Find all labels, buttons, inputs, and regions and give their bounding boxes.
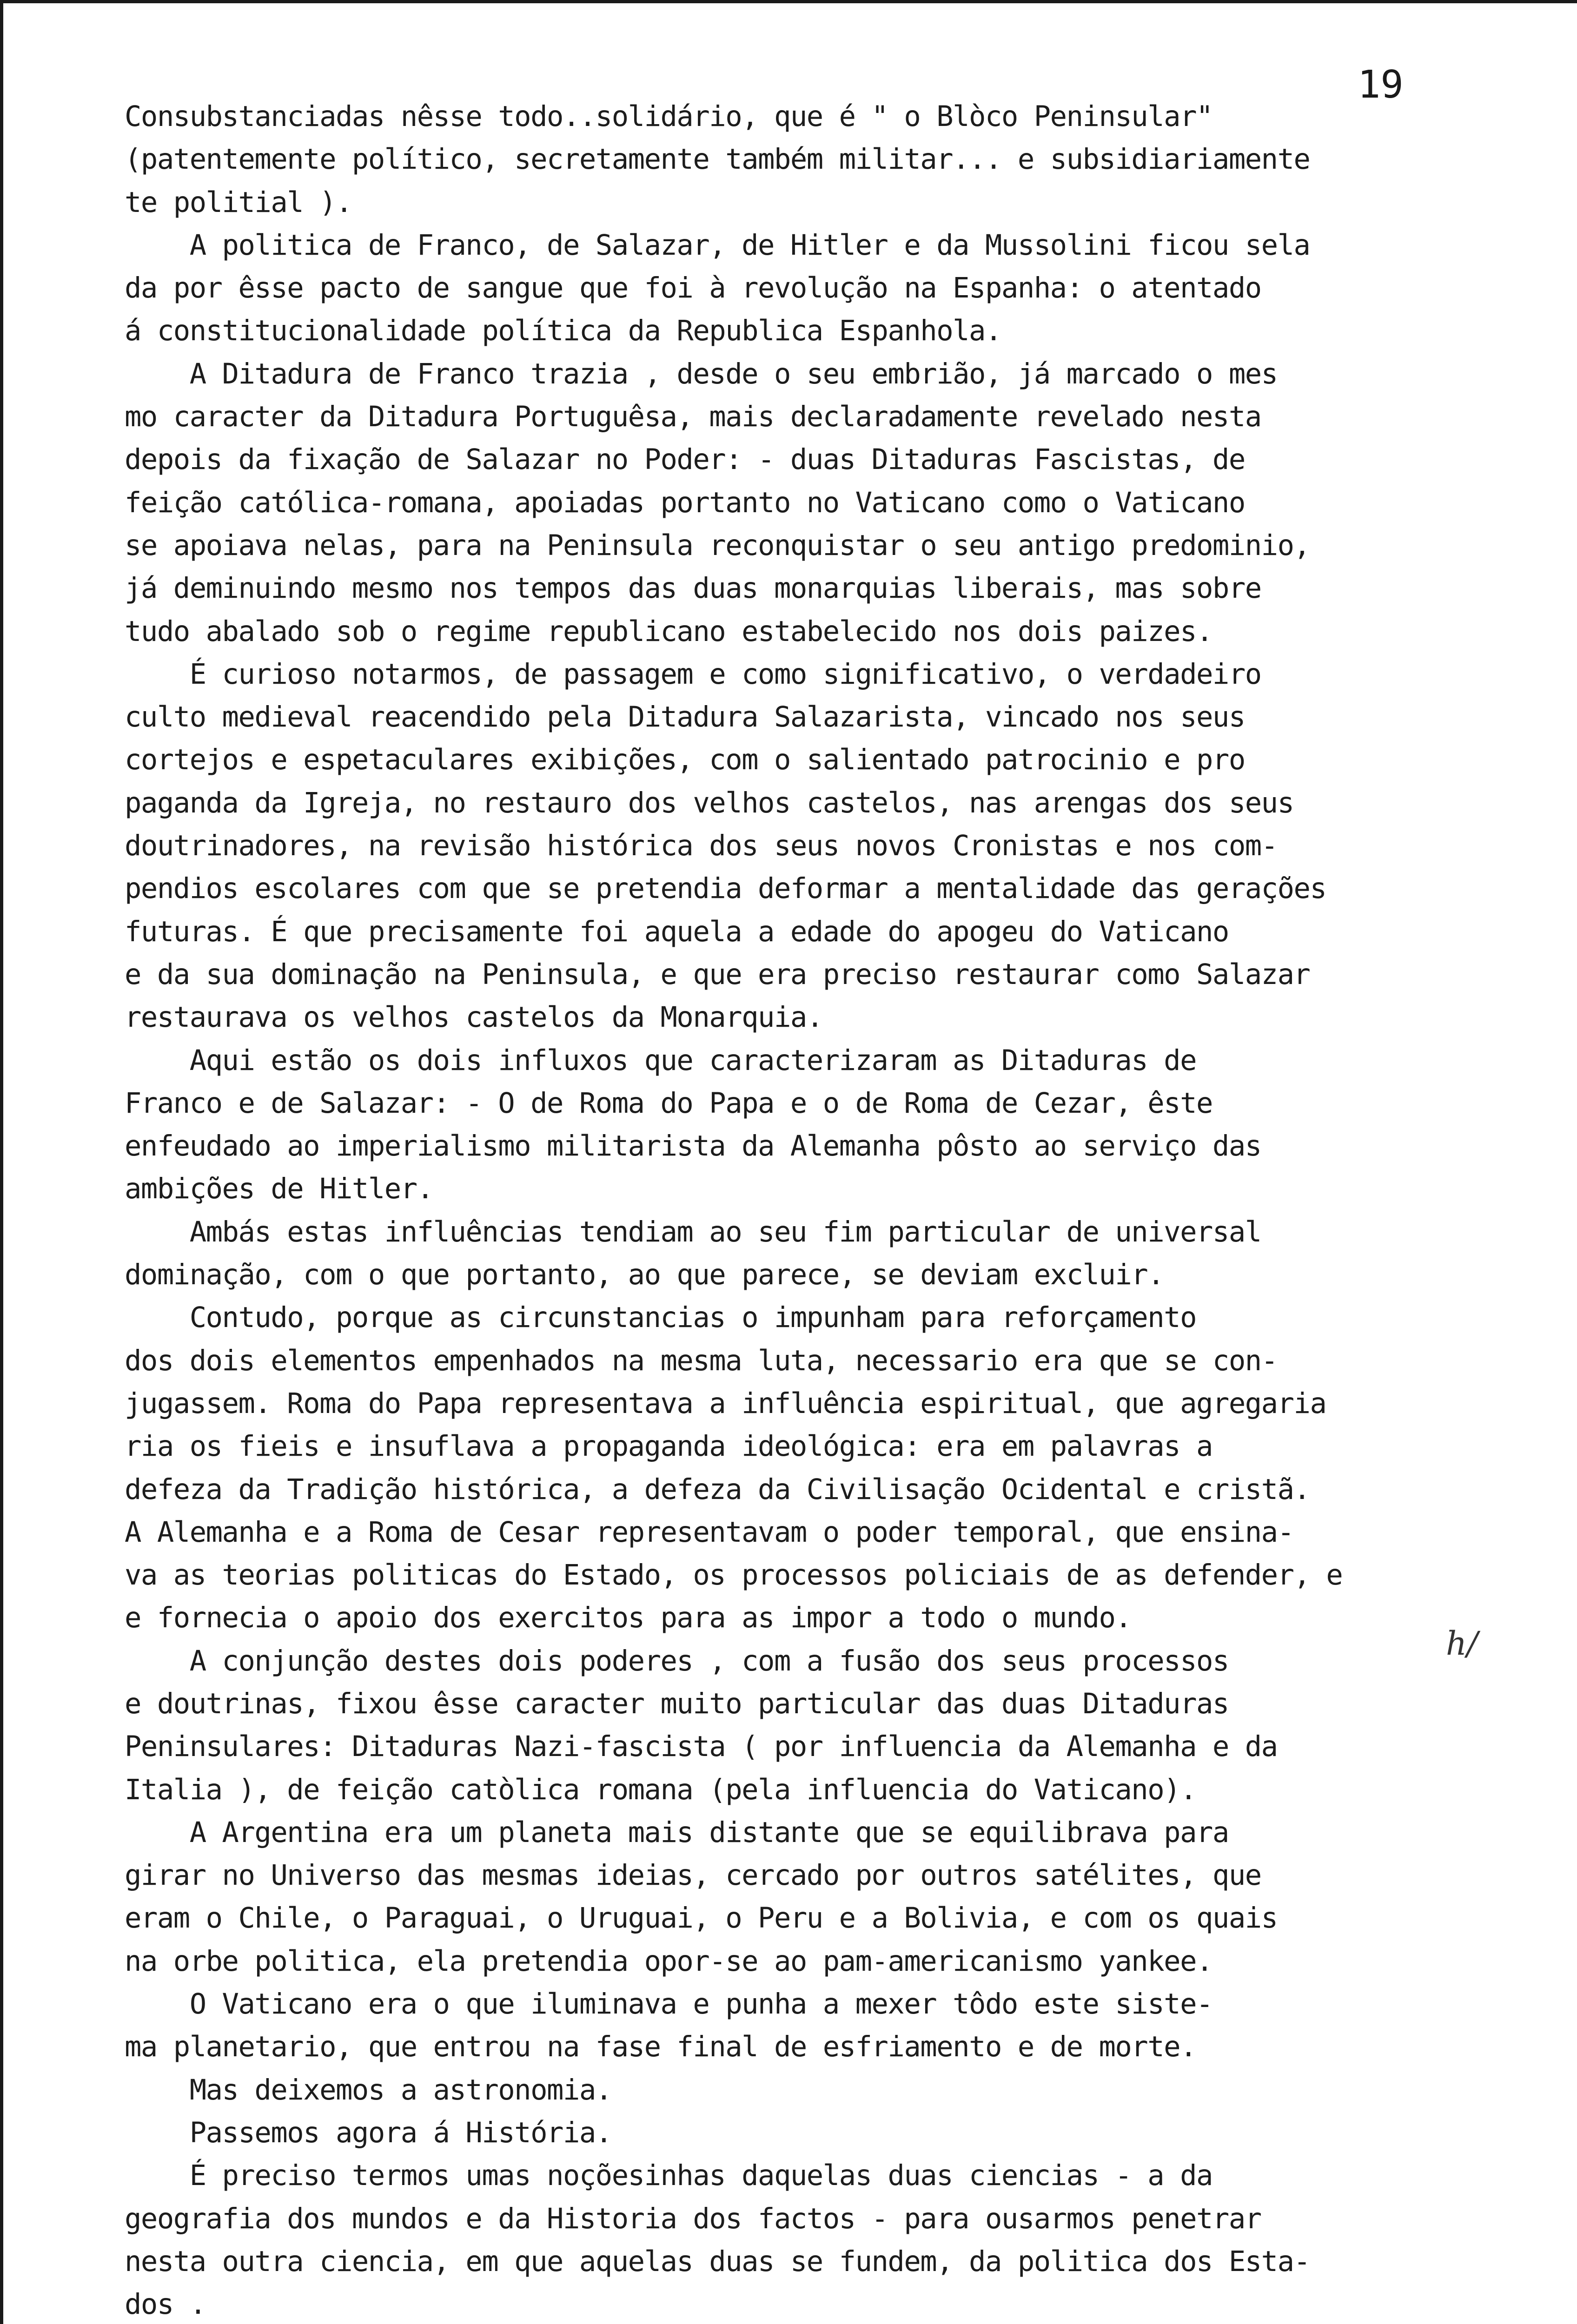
text-line: É preciso termos umas noçõesinhas daquelas duas ciencias - a da	[125, 2159, 1213, 2192]
text-line: na orbe politica, ela pretendia opor-se ao pam-americanismo yankee.	[125, 1945, 1213, 1978]
text-line: á constitucionalidade política da Republica Espanhola.	[125, 315, 1001, 348]
text-line: restaurava os velhos castelos da Monarquia.	[125, 1001, 823, 1034]
text-line: futuras. É que precisamente foi aquela a edade do apogeu do Vaticano	[125, 915, 1229, 948]
text-line: Consubstanciadas nêsse todo..solidário, que é " o Blòco Peninsular"	[125, 100, 1213, 133]
text-line: (patentemente político, secretamente também militar... e subsidiariamente	[125, 143, 1310, 176]
text-line: tudo abalado sob o regime republicano estabelecido nos dois paizes.	[125, 615, 1213, 648]
text-line: ma planetario, que entrou na fase final de esfriamento e de morte.	[125, 2031, 1196, 2064]
scan-border-left	[0, 0, 3, 2324]
text-line: Peninsulares: Ditaduras Nazi-fascista ( por influencia da Alemanha e da	[125, 1730, 1278, 1763]
text-line: defeza da Tradição histórica, a defeza da Civilisação Ocidental e cristã.	[125, 1473, 1310, 1506]
scan-border-top	[0, 0, 1577, 3]
text-line: da por êsse pacto de sangue que foi à revolução na Espanha: o atentado	[125, 272, 1261, 305]
text-line: jugassem. Roma do Papa representava a influência espiritual, que agregaria	[125, 1387, 1326, 1420]
text-line: Italia ), de feição catòlica romana (pela influencia do Vaticano).	[125, 1773, 1196, 1806]
text-line: se apoiava nelas, para na Peninsula reconquistar o seu antigo predominio,	[125, 529, 1310, 562]
text-line: pendios escolares com que se pretendia deformar a mentalidade das gerações	[125, 872, 1326, 905]
text-line: geografia dos mundos e da Historia dos factos - para ousarmos penetrar	[125, 2202, 1261, 2235]
text-line: feição católica-romana, apoiadas portanto no Vaticano como o Vaticano	[125, 486, 1245, 519]
handwritten-margin-mark: h/	[1446, 1624, 1478, 1663]
text-line: eram o Chile, o Paraguai, o Uruguai, o Peru e a Bolivia, e com os quais	[125, 1902, 1278, 1935]
text-line: e doutrinas, fixou êsse caracter muito particular das duas Ditaduras	[125, 1687, 1229, 1720]
text-line: Mas deixemos a astronomia.	[125, 2073, 612, 2106]
text-line: dos .	[125, 2288, 206, 2321]
text-line: Passemos agora á História.	[125, 2116, 612, 2149]
text-line: A Argentina era um planeta mais distante que se equilibrava para	[125, 1816, 1229, 1849]
text-line: enfeudado ao imperialismo militarista da Alemanha pôsto ao serviço das	[125, 1130, 1261, 1163]
text-line: dos dois elementos empenhados na mesma luta, necessario era que se con-	[125, 1344, 1278, 1377]
text-line: cortejos e espetaculares exibições, com o salientado patrocinio e pro	[125, 744, 1245, 777]
text-line: ria os fieis e insuflava a propaganda ideológica: era em palavras a	[125, 1430, 1213, 1463]
text-line: paganda da Igreja, no restauro dos velhos castelos, nas arengas dos seus	[125, 786, 1294, 819]
text-line: É curioso notarmos, de passagem e como significativo, o verdadeiro	[125, 658, 1261, 691]
text-line: girar no Universo das mesmas ideias, cercado por outros satélites, que	[125, 1859, 1261, 1892]
typewritten-body	[125, 95, 1570, 2324]
text-line: depois da fixação de Salazar no Poder: - duas Ditaduras Fascistas, de	[125, 443, 1245, 476]
text-line: já deminuindo mesmo nos tempos das duas monarquias liberais, mas sobre	[125, 572, 1261, 605]
text-line: doutrinadores, na revisão histórica dos seus novos Cronistas e nos com-	[125, 830, 1278, 863]
text-line: nesta outra ciencia, em que aquelas duas se fundem, da politica dos Esta-	[125, 2245, 1310, 2278]
text-line: O Vaticano era o que iluminava e punha a mexer tôdo este siste-	[125, 1988, 1213, 2021]
text-line: Franco e de Salazar: - O de Roma do Papa e o de Roma de Cezar, êste	[125, 1087, 1213, 1120]
page-number: 19	[1358, 63, 1404, 107]
text-line: Contudo, porque as circunstancias o impunham para reforçamento	[125, 1301, 1196, 1334]
text-line: e fornecia o apoio dos exercitos para as impor a todo o mundo.	[125, 1602, 1132, 1635]
text-line: e da sua dominação na Peninsula, e que era preciso restaurar como Salazar	[125, 958, 1310, 991]
text-line: culto medieval reacendido pela Ditadura Salazarista, vincado nos seus	[125, 701, 1245, 734]
text-line: A Alemanha e a Roma de Cesar representavam o poder temporal, que ensina-	[125, 1516, 1294, 1549]
text-line: Aqui estão os dois influxos que caracterizaram as Ditaduras de	[125, 1044, 1196, 1077]
text-line: dominação, com o que portanto, ao que parece, se deviam excluir.	[125, 1259, 1164, 1292]
text-line: Ambás estas influências tendiam ao seu fim particular de universal	[125, 1215, 1261, 1248]
text-line: mo caracter da Ditadura Portuguêsa, mais declaradamente revelado nesta	[125, 401, 1261, 434]
text-line: ambições de Hitler.	[125, 1173, 433, 1206]
text-line: A conjunção destes dois poderes , com a fusão dos seus processos	[125, 1644, 1229, 1677]
text-line: va as teorias politicas do Estado, os processos policiais de as defender, e	[125, 1559, 1343, 1592]
text-line: A Ditadura de Franco trazia , desde o seu embrião, já marcado o mes	[125, 357, 1278, 390]
text-line: A politica de Franco, de Salazar, de Hitler e da Mussolini ficou sela	[125, 229, 1310, 262]
text-line: te politial ).	[125, 186, 352, 219]
